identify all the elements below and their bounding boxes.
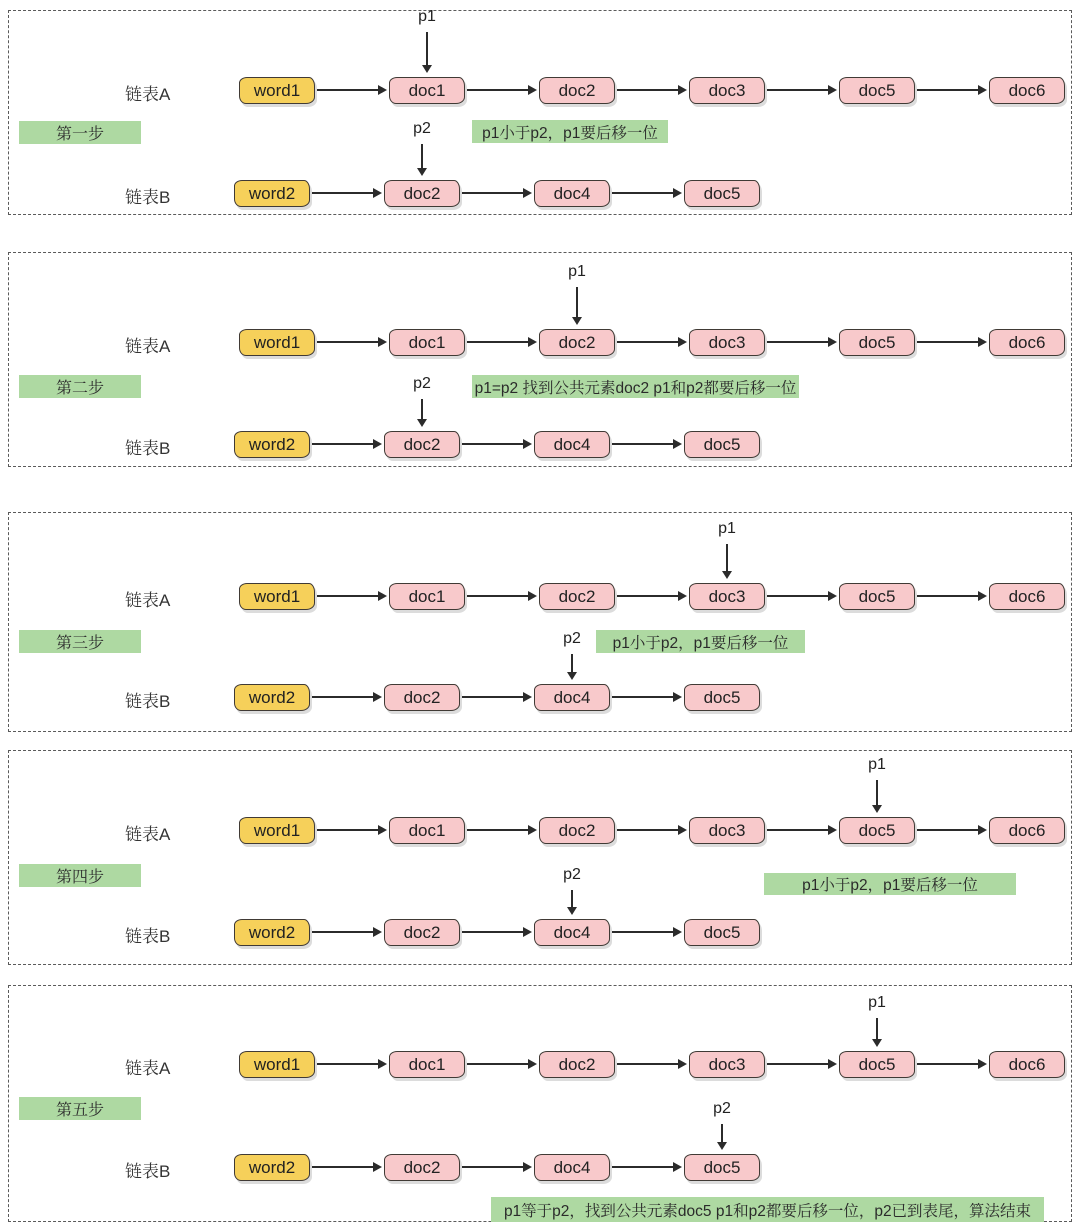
- p2-pointer-arrow: [571, 654, 573, 672]
- list-b-link-arrow: [612, 931, 673, 933]
- step-annotation: p1小于p2，p1要后移一位: [596, 630, 805, 653]
- list-b-node-doc5: doc5: [684, 431, 760, 458]
- list-b-link-arrow: [462, 696, 523, 698]
- list-b-node-doc4: doc4: [534, 1154, 610, 1181]
- list-a-node-doc3: doc3: [689, 77, 765, 104]
- list-b-node-doc5: doc5: [684, 919, 760, 946]
- list-a-link-arrow: [767, 341, 828, 343]
- list-a-node-doc6: doc6: [989, 77, 1065, 104]
- list-a-link-arrow: [917, 89, 978, 91]
- list-a-node-doc3: doc3: [689, 1051, 765, 1078]
- list-a-link-arrow: [917, 341, 978, 343]
- p1-pointer-label: p1: [868, 994, 886, 1011]
- list-b-node-doc5: doc5: [684, 180, 760, 207]
- list-a-node-word1: word1: [239, 329, 315, 356]
- list-b-link-arrow: [612, 192, 673, 194]
- step-badge: 第四步: [19, 864, 141, 887]
- list-b-link-arrow: [462, 192, 523, 194]
- list-b-node-doc2: doc2: [384, 684, 460, 711]
- step-panel-2: [8, 252, 1072, 467]
- list-a-link-arrow: [617, 595, 678, 597]
- list-a-label: 链表A: [125, 591, 171, 610]
- step-annotation: p1等于p2，找到公共元素doc5 p1和p2都要后移一位，p2已到表尾，算法结束: [491, 1197, 1044, 1222]
- p1-pointer-arrow: [876, 780, 878, 805]
- list-a-link-arrow: [467, 595, 528, 597]
- list-b-link-arrow: [612, 1166, 673, 1168]
- step-badge: 第二步: [19, 375, 141, 398]
- p2-pointer-label: p2: [563, 630, 581, 647]
- list-a-link-arrow: [467, 341, 528, 343]
- p2-pointer-arrow: [571, 890, 573, 907]
- list-a-label: 链表A: [125, 1059, 171, 1078]
- step-panel-4: [8, 750, 1072, 965]
- list-b-node-word2: word2: [234, 684, 310, 711]
- step-panel-3: [8, 512, 1072, 732]
- step-badge: 第五步: [19, 1097, 141, 1120]
- list-a-node-doc1: doc1: [389, 77, 465, 104]
- list-a-link-arrow: [467, 1063, 528, 1065]
- list-a-link-arrow: [617, 1063, 678, 1065]
- p2-pointer-label: p2: [563, 866, 581, 883]
- step-badge: 第一步: [19, 121, 141, 144]
- list-a-node-word1: word1: [239, 1051, 315, 1078]
- list-a-link-arrow: [317, 595, 378, 597]
- list-b-label: 链表B: [125, 692, 171, 711]
- list-a-node-doc2: doc2: [539, 1051, 615, 1078]
- list-a-node-doc3: doc3: [689, 583, 765, 610]
- list-b-link-arrow: [462, 1166, 523, 1168]
- p1-pointer-arrow: [426, 32, 428, 65]
- list-a-label: 链表A: [125, 825, 171, 844]
- p1-pointer-label: p1: [868, 756, 886, 773]
- list-b-label: 链表B: [125, 188, 171, 207]
- list-a-link-arrow: [317, 341, 378, 343]
- list-a-link-arrow: [617, 829, 678, 831]
- p2-pointer-label: p2: [413, 120, 431, 137]
- p2-pointer-label: p2: [413, 375, 431, 392]
- list-b-link-arrow: [462, 443, 523, 445]
- list-a-node-doc6: doc6: [989, 1051, 1065, 1078]
- list-b-node-doc4: doc4: [534, 684, 610, 711]
- list-b-link-arrow: [312, 192, 373, 194]
- list-a-node-doc5: doc5: [839, 77, 915, 104]
- list-b-link-arrow: [312, 1166, 373, 1168]
- list-a-node-doc3: doc3: [689, 329, 765, 356]
- list-a-link-arrow: [767, 89, 828, 91]
- list-a-node-doc5: doc5: [839, 329, 915, 356]
- list-b-node-doc4: doc4: [534, 431, 610, 458]
- list-a-node-doc1: doc1: [389, 817, 465, 844]
- list-b-link-arrow: [462, 931, 523, 933]
- p1-pointer-arrow: [876, 1018, 878, 1039]
- list-a-label: 链表A: [125, 85, 171, 104]
- list-a-link-arrow: [917, 1063, 978, 1065]
- list-b-node-word2: word2: [234, 431, 310, 458]
- list-b-link-arrow: [312, 931, 373, 933]
- list-a-link-arrow: [917, 595, 978, 597]
- list-a-node-doc1: doc1: [389, 1051, 465, 1078]
- list-b-node-doc2: doc2: [384, 1154, 460, 1181]
- list-a-node-word1: word1: [239, 77, 315, 104]
- list-b-label: 链表B: [125, 439, 171, 458]
- list-a-node-doc3: doc3: [689, 817, 765, 844]
- list-a-node-doc2: doc2: [539, 77, 615, 104]
- list-a-node-word1: word1: [239, 583, 315, 610]
- list-a-node-doc5: doc5: [839, 583, 915, 610]
- p1-pointer-label: p1: [418, 8, 436, 25]
- list-a-node-doc5: doc5: [839, 817, 915, 844]
- list-a-link-arrow: [467, 829, 528, 831]
- p2-pointer-arrow: [721, 1124, 723, 1142]
- list-a-link-arrow: [767, 595, 828, 597]
- list-b-label: 链表B: [125, 927, 171, 946]
- list-b-node-doc2: doc2: [384, 431, 460, 458]
- list-b-label: 链表B: [125, 1162, 171, 1181]
- list-b-node-doc4: doc4: [534, 180, 610, 207]
- p2-pointer-arrow: [421, 144, 423, 168]
- list-a-link-arrow: [317, 1063, 378, 1065]
- list-b-link-arrow: [312, 696, 373, 698]
- list-a-node-doc6: doc6: [989, 329, 1065, 356]
- list-b-node-word2: word2: [234, 180, 310, 207]
- list-b-node-doc5: doc5: [684, 684, 760, 711]
- p1-pointer-arrow: [576, 287, 578, 317]
- list-a-label: 链表A: [125, 337, 171, 356]
- step-annotation: p1=p2 找到公共元素doc2 p1和p2都要后移一位: [472, 375, 799, 398]
- p1-pointer-arrow: [726, 544, 728, 571]
- list-a-node-doc2: doc2: [539, 329, 615, 356]
- step-panel-5: [8, 985, 1072, 1222]
- list-a-link-arrow: [617, 341, 678, 343]
- list-b-link-arrow: [312, 443, 373, 445]
- list-b-link-arrow: [612, 696, 673, 698]
- list-b-node-doc2: doc2: [384, 919, 460, 946]
- list-a-node-doc1: doc1: [389, 583, 465, 610]
- p2-pointer-arrow: [421, 399, 423, 419]
- list-a-node-doc6: doc6: [989, 817, 1065, 844]
- list-a-link-arrow: [467, 89, 528, 91]
- list-a-node-doc6: doc6: [989, 583, 1065, 610]
- list-a-link-arrow: [767, 829, 828, 831]
- list-b-node-doc5: doc5: [684, 1154, 760, 1181]
- list-a-node-doc5: doc5: [839, 1051, 915, 1078]
- step-badge: 第三步: [19, 630, 141, 653]
- list-a-node-doc2: doc2: [539, 583, 615, 610]
- list-a-link-arrow: [317, 89, 378, 91]
- list-b-node-word2: word2: [234, 1154, 310, 1181]
- step-annotation: p1小于p2，p1要后移一位: [472, 120, 668, 143]
- list-a-link-arrow: [317, 829, 378, 831]
- p1-pointer-label: p1: [568, 263, 586, 280]
- list-b-node-word2: word2: [234, 919, 310, 946]
- step-annotation: p1小于p2，p1要后移一位: [764, 873, 1016, 895]
- list-a-link-arrow: [917, 829, 978, 831]
- list-a-node-doc1: doc1: [389, 329, 465, 356]
- list-b-node-doc4: doc4: [534, 919, 610, 946]
- list-a-link-arrow: [617, 89, 678, 91]
- p1-pointer-label: p1: [718, 520, 736, 537]
- step-panel-1: [8, 10, 1072, 215]
- list-a-link-arrow: [767, 1063, 828, 1065]
- list-a-node-word1: word1: [239, 817, 315, 844]
- list-b-node-doc2: doc2: [384, 180, 460, 207]
- list-a-node-doc2: doc2: [539, 817, 615, 844]
- p2-pointer-label: p2: [713, 1100, 731, 1117]
- list-b-link-arrow: [612, 443, 673, 445]
